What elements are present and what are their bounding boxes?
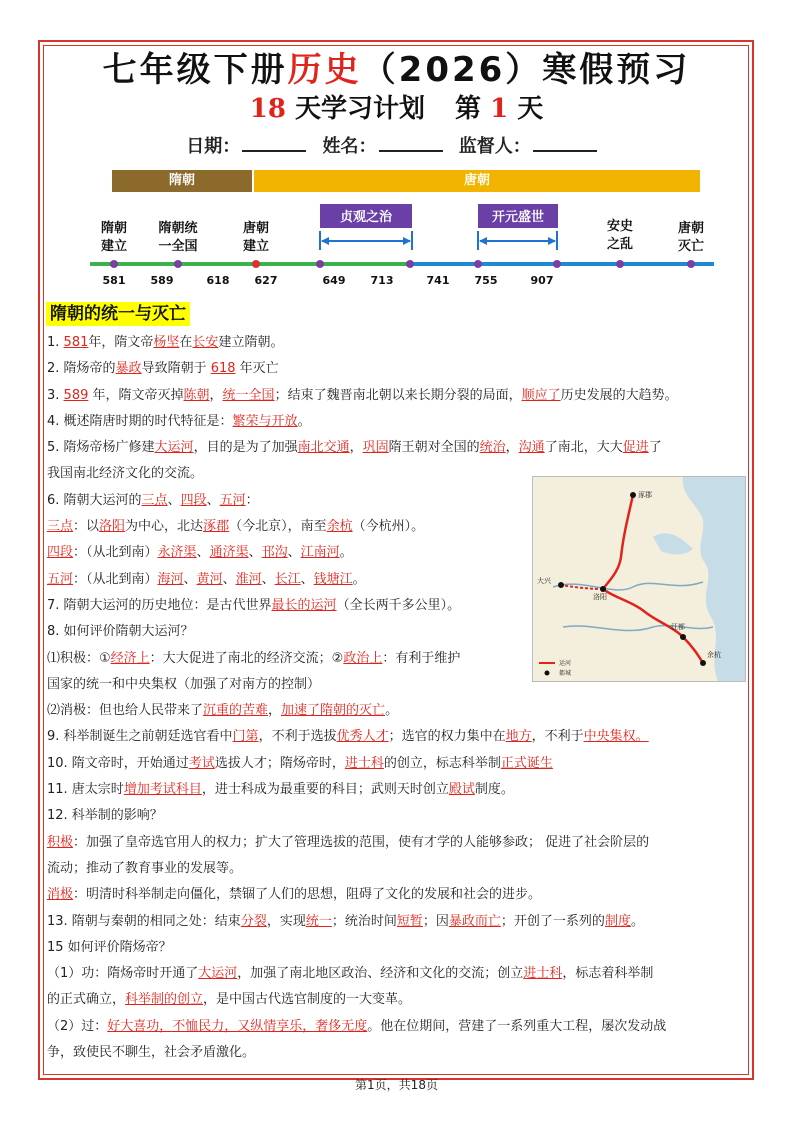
year-label: 649 (322, 274, 346, 287)
period-label: 贞观之治 (339, 210, 393, 225)
content-line: 6. 隋朝大运河的三点、四段、五河： (47, 492, 259, 508)
map-graphic (533, 477, 745, 681)
grand-canal-map (532, 476, 746, 682)
map-label: 洛阳 (593, 593, 607, 601)
content-line: （1）功：隋炀帝时开通了大运河，加强了南北地区政治、经济和文化的交流；创立进士科，标志着科举制 (47, 966, 654, 982)
title-part: （2026）寒假预习 (361, 50, 691, 90)
title-part: 七年级下册 (102, 50, 288, 90)
info-line (0, 132, 793, 160)
content-line: （2）过：好大喜功，不恤民力，又纵情享乐，奢侈无度。他在位期间，营建了一系列重大工程，屡次发动战 (47, 1018, 667, 1034)
content-line: 积极：加强了皇帝选官用人的权力；扩大了管理选拔的范围，使有才学的人能够参政； 促进了社会阶层的 (47, 834, 650, 850)
content-line: 四段：（从北到南）永济渠、通济渠、邗沟、江南河。 (47, 545, 353, 561)
page-subtitle (0, 92, 793, 126)
day-number: 1 (490, 94, 509, 124)
event-label: 建立 (242, 239, 270, 254)
map-legend-label: 都城 (559, 670, 572, 677)
year-label: 589 (150, 274, 174, 287)
content-line: ⑵消极：但也给人民带来了沉重的苦难，加速了隋朝的灭亡。 (47, 703, 399, 719)
content-line: 12. 科举制的影响？ (47, 808, 163, 824)
page-footer: 第1页，共18页 (355, 1078, 438, 1092)
year-label: 618 (206, 274, 230, 287)
event-label: 唐朝 (677, 221, 705, 236)
section-title: 隋朝的统一与灭亡 (46, 302, 190, 326)
event-label: 唐朝 (242, 221, 270, 236)
content-line: 3. 589 年，隋文帝灭掉陈朝，统一全国；结束了魏晋南北朝以来长期分裂的局面，顺应了历史发展的大趋势。 (47, 387, 678, 403)
page-title (0, 50, 793, 90)
content-line: 4. 概述隋唐时期的时代特征是：繁荣与开放。 (47, 413, 311, 429)
title-subject: 历史 (287, 50, 362, 90)
content-line: 2. 隋炀帝的暴政导致隋朝于 618 年灭亡 (47, 361, 279, 377)
content-line: 15 如何评价隋炀帝？ (47, 939, 172, 955)
supervisor-label: 监督人： (458, 136, 531, 157)
subtitle-text: 第 (455, 94, 491, 124)
content-line: 的正式确立，科举制的创立，是中国古代选官制度的一大变革。 (47, 992, 412, 1008)
event-label: 隋朝统 (158, 221, 198, 236)
content-line: 五河：（从北到南）海河、黄河、淮河、长江、钱塘江。 (47, 571, 366, 587)
content-line: ⑴积极：①经济上：大大促进了南北的经济交流；②政治上：有利于维护 (47, 650, 461, 666)
content-line: 三点：以洛阳为中心，北达涿郡（今北京），南至余杭（今杭州）。 (47, 519, 425, 535)
subtitle-text: 天 (508, 94, 544, 124)
event-label: 灭亡 (677, 239, 705, 254)
event-label: 一全国 (158, 239, 198, 254)
plan-days: 18 (249, 94, 286, 124)
content-line: 11. 唐太宗时增加考试科目，进士科成为最重要的科目；武则天时创立殿试制度。 (47, 782, 514, 798)
event-label: 隋朝 (100, 221, 128, 236)
content-line: 7. 隋朝大运河的历史地位：是古代世界最长的运河（全长两千多公里）。 (47, 597, 461, 613)
year-label: 713 (370, 274, 394, 287)
map-label: 余杭 (707, 651, 721, 659)
year-label: 755 (474, 274, 498, 287)
content-line: 5. 隋炀帝杨广修建大运河，目的是为了加强南北交通，巩固隋王朝对全国的统治，沟通了南北，大大促进了 (47, 440, 662, 456)
map-label: 涿郡 (638, 491, 652, 499)
tang-dynasty-bar: 唐朝 (254, 170, 700, 192)
supervisor-field[interactable] (533, 132, 597, 152)
map-label: 大兴 (537, 577, 551, 585)
map-label: 江都 (671, 623, 685, 631)
content-line: 流动；推动了教育事业的发展等。 (47, 860, 243, 876)
content-body (47, 330, 747, 1066)
period-arrows (320, 231, 557, 250)
map-legend-label: 运河 (559, 660, 572, 667)
content-line: 13. 隋朝与秦朝的相同之处：结束分裂，实现统一；统治时间短暂；因暴政而亡；开创了一系列的制度。 (47, 913, 644, 929)
content-line: 9. 科举制诞生之前朝廷选官看中门第，不利于选拔优秀人才；选官的权力集中在地方，不利于中央集权。 (47, 729, 649, 745)
content-line: 10. 隋文帝时，开始通过考试选拔人才；隋炀帝时，进士科的创立，标志科举制正式诞生 (47, 755, 553, 771)
event-label: 安史 (606, 219, 634, 234)
content-line: 1. 581年，隋文帝杨坚在长安建立隋朝。 (47, 335, 284, 350)
year-label: 627 (254, 274, 278, 287)
date-field[interactable] (242, 132, 306, 152)
date-label: 日期： (186, 136, 241, 157)
year-label: 741 (426, 274, 450, 287)
content-line: 消极：明清时科举制走向僵化，禁锢了人们的思想，阻碍了文化的发展和社会的进步。 (47, 887, 542, 903)
name-field[interactable] (379, 132, 443, 152)
event-label: 建立 (100, 239, 128, 254)
year-label: 907 (530, 274, 554, 287)
year-label: 581 (102, 274, 126, 287)
content-line: 争，致使民不聊生，社会矛盾激化。 (47, 1045, 256, 1061)
content-line: 8. 如何评价隋朝大运河？ (47, 624, 194, 640)
timeline-diagram (80, 198, 720, 294)
content-line: 我国南北经济文化的交流。 (47, 466, 204, 482)
event-label: 之乱 (606, 237, 634, 252)
name-label: 姓名： (322, 136, 377, 157)
period-label: 开元盛世 (491, 210, 545, 225)
subtitle-text: 天学习计划 (285, 94, 426, 124)
content-line: 国家的统一和中央集权（加强了对南方的控制） (47, 676, 321, 692)
sui-dynasty-bar: 隋朝 (112, 170, 252, 192)
